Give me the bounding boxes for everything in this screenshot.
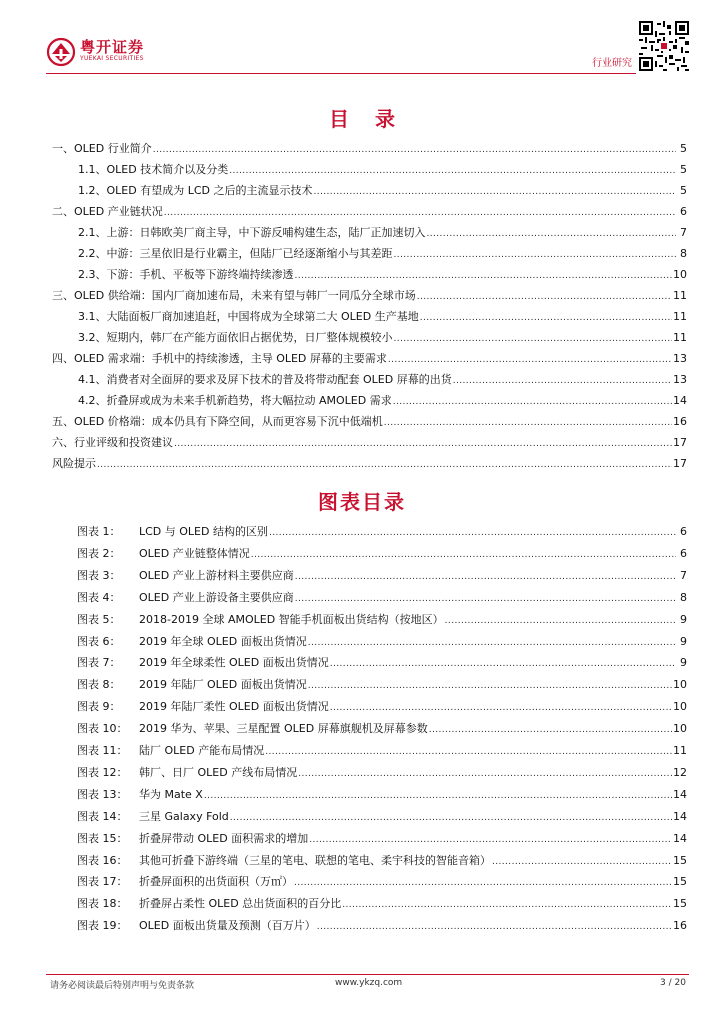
toc-entry-title: 4.2、折叠屏或成为未来手机新趋势，将大幅拉动 AMOLED 需求 bbox=[78, 394, 392, 407]
figure-entry[interactable] bbox=[77, 874, 687, 890]
figure-entry[interactable] bbox=[77, 721, 687, 737]
toc-entry-title: 三、OLED 供给端：国内厂商加速布局，未来有望与韩厂一同瓜分全球市场 bbox=[52, 289, 416, 302]
figure-label: 图表 8： bbox=[77, 678, 121, 692]
dot-leader bbox=[308, 634, 676, 651]
figure-caption: 折叠屏占柔性 OLED 总出货面积的百分比 bbox=[139, 897, 342, 911]
toc-entry-title: 2.1、上游：日韩欧美厂商主导，中下游反哺构建生态，陆厂正加速切入 bbox=[78, 226, 426, 239]
figure-caption: OLED 面板出货量及预测（百万片） bbox=[139, 919, 316, 933]
figure-caption: 2019 年全球 OLED 面板出货情况 bbox=[139, 634, 307, 648]
dot-leader bbox=[417, 288, 672, 305]
figure-page: 15 bbox=[673, 897, 687, 911]
figure-page: 14 bbox=[673, 831, 687, 845]
figure-label: 图表 6： bbox=[77, 634, 121, 648]
figure-entry[interactable] bbox=[77, 831, 687, 847]
figure-entry[interactable] bbox=[77, 918, 687, 934]
figure-page: 8 bbox=[680, 590, 687, 604]
figure-page: 15 bbox=[673, 853, 687, 867]
figure-caption: 华为 Mate X bbox=[139, 787, 203, 801]
dot-leader bbox=[298, 765, 672, 782]
figure-label: 图表 5： bbox=[77, 612, 121, 626]
toc-entry-title: 1.1、OLED 技术简介以及分类 bbox=[78, 163, 229, 176]
figure-caption: LCD 与 OLED 结构的区别 bbox=[139, 525, 268, 538]
dot-leader bbox=[204, 787, 672, 804]
toc-entry[interactable] bbox=[52, 456, 687, 472]
toc-entry-page: 16 bbox=[673, 415, 687, 428]
figure-entry[interactable] bbox=[77, 634, 687, 650]
toc-entry-title: 2.2、中游：三星依旧是行业霸主，但陆厂已经逐渐缩小与其差距 bbox=[78, 247, 393, 260]
figure-page: 9 bbox=[680, 656, 687, 670]
toc-entry[interactable] bbox=[78, 162, 687, 178]
toc-entry[interactable] bbox=[78, 246, 687, 262]
figure-page: 14 bbox=[673, 809, 687, 823]
figure-entry[interactable] bbox=[77, 677, 687, 693]
figure-caption: 折叠屏带动 OLED 面积需求的增加 bbox=[139, 831, 309, 845]
toc-entry-title: 2.3、下游：手机、平板等下游终端持续渗透 bbox=[78, 268, 294, 281]
toc-entry[interactable] bbox=[52, 288, 687, 304]
toc-entry-title: 3.2、短期内，韩厂在产能方面依旧占据优势，日厂整体规模较小 bbox=[78, 331, 393, 344]
figure-label: 图表 13： bbox=[77, 787, 128, 801]
figure-label: 图表 1： bbox=[77, 525, 121, 538]
figure-label: 图表 9： bbox=[77, 700, 121, 714]
dot-leader bbox=[453, 372, 672, 389]
figure-caption: 2019 年陆厂 OLED 面板出货情况 bbox=[139, 678, 307, 692]
dot-leader bbox=[153, 141, 676, 158]
figure-label: 图表 3： bbox=[77, 568, 121, 582]
dot-leader bbox=[174, 435, 672, 452]
page-header bbox=[0, 0, 724, 80]
toc-entry-page: 6 bbox=[680, 205, 687, 218]
dot-leader bbox=[309, 831, 672, 848]
dot-leader bbox=[294, 874, 672, 891]
toc-entry-page: 8 bbox=[680, 247, 687, 260]
toc-entry[interactable] bbox=[78, 267, 687, 283]
qr-code-icon bbox=[639, 21, 689, 71]
figure-entry[interactable] bbox=[77, 546, 687, 562]
toc-entry[interactable] bbox=[52, 204, 687, 220]
footer-disclaimer[interactable]: 请务必阅读最后特别声明与免责条款 bbox=[50, 981, 195, 991]
toc-entry-title: 4.1、消费者对全面屏的要求及屏下技术的普及将带动配套 OLED 屏幕的出货 bbox=[78, 373, 452, 386]
dot-leader bbox=[317, 918, 672, 935]
dot-leader bbox=[97, 456, 672, 473]
figure-page: 10 bbox=[673, 678, 687, 692]
figure-page: 10 bbox=[673, 722, 687, 736]
dot-leader bbox=[229, 162, 676, 179]
toc-entry-title: 风险提示 bbox=[52, 457, 96, 470]
figure-label: 图表 14： bbox=[77, 809, 128, 823]
toc-entry[interactable] bbox=[78, 372, 687, 388]
dot-leader bbox=[295, 590, 676, 607]
figure-label: 图表 16： bbox=[77, 853, 128, 867]
figure-label: 图表 7： bbox=[77, 656, 121, 670]
brand-name-en: YUEKAI SECURITIES bbox=[80, 55, 144, 62]
figure-label: 图表 12： bbox=[77, 765, 128, 779]
toc-entry-page: 11 bbox=[673, 310, 687, 323]
dot-leader bbox=[308, 677, 672, 694]
figure-label: 图表 15： bbox=[77, 831, 128, 845]
figure-entry[interactable] bbox=[77, 809, 687, 825]
figure-caption: 2019 年陆厂柔性 OLED 面板出货情况 bbox=[139, 700, 329, 714]
section-tag: 行业研究 bbox=[592, 58, 632, 69]
toc-entry-page: 11 bbox=[673, 331, 687, 344]
toc-entry[interactable] bbox=[52, 351, 687, 367]
figure-entry[interactable] bbox=[77, 743, 687, 759]
figure-page: 9 bbox=[680, 612, 687, 626]
toc-entry-page: 5 bbox=[680, 142, 687, 155]
dot-leader bbox=[394, 246, 677, 263]
toc-entry[interactable] bbox=[78, 183, 687, 199]
figure-caption: OLED 产业上游设备主要供应商 bbox=[139, 590, 294, 604]
dot-leader bbox=[330, 699, 672, 716]
toc-entry[interactable] bbox=[78, 225, 687, 241]
figure-caption: 韩厂、日厂 OLED 产线布局情况 bbox=[139, 765, 298, 779]
figure-label: 图表 10： bbox=[77, 722, 128, 736]
figure-label: 图表 2： bbox=[77, 546, 121, 560]
toc-entry-page: 10 bbox=[673, 268, 687, 281]
toc-entry-title: 3.1、大陆面板厂商加速追赶，中国将成为全球第二大 OLED 生产基地 bbox=[78, 310, 419, 323]
dot-leader bbox=[393, 393, 672, 410]
figure-page: 15 bbox=[673, 875, 687, 889]
dot-leader bbox=[492, 853, 672, 870]
toc-entry-page: 17 bbox=[673, 457, 687, 470]
toc-entry[interactable] bbox=[52, 435, 687, 451]
toc-entry[interactable] bbox=[52, 141, 687, 157]
toc-entry-page: 13 bbox=[673, 352, 687, 365]
dot-leader bbox=[388, 351, 672, 368]
figure-entry[interactable] bbox=[77, 787, 687, 803]
toc-entry-title: 一、OLED 行业简介 bbox=[52, 142, 152, 155]
dot-leader bbox=[330, 655, 676, 672]
toc-title: 目录 bbox=[329, 107, 421, 131]
figure-caption: 陆厂 OLED 产能布局情况 bbox=[139, 744, 265, 757]
toc-entry[interactable] bbox=[78, 309, 687, 325]
toc-entry-page: 5 bbox=[680, 163, 687, 176]
dot-leader bbox=[427, 225, 677, 242]
page-number: 3 / 20 bbox=[660, 978, 686, 988]
toc-entry[interactable] bbox=[52, 414, 687, 430]
figure-entry[interactable] bbox=[77, 765, 687, 781]
toc-entry-title: 五、OLED 价格端：成本仍具有下降空间，从而更容易下沉中低端机 bbox=[52, 415, 383, 428]
figure-entry[interactable] bbox=[77, 699, 687, 715]
figure-page: 7 bbox=[680, 568, 687, 582]
figures-title: 图表目录 bbox=[318, 490, 406, 514]
figure-entry[interactable] bbox=[77, 590, 687, 606]
footer-website[interactable]: www.ykzq.com bbox=[335, 978, 403, 988]
figure-caption: 其他可折叠下游终端（三星的笔电、联想的笔电、柔宇科技的智能音箱） bbox=[139, 853, 491, 867]
toc-entry[interactable] bbox=[78, 393, 687, 409]
toc-entry[interactable] bbox=[78, 330, 687, 346]
figure-entry[interactable] bbox=[77, 568, 687, 584]
figure-label: 图表 19： bbox=[77, 919, 128, 933]
figure-caption: 折叠屏面积的出货面积（万㎡） bbox=[139, 875, 293, 889]
figure-entry[interactable] bbox=[77, 853, 687, 869]
toc-entry-page: 14 bbox=[673, 394, 687, 407]
figure-page: 10 bbox=[673, 700, 687, 714]
dot-leader bbox=[429, 721, 672, 738]
figure-caption: OLED 产业上游材料主要供应商 bbox=[139, 568, 294, 582]
toc-entry-page: 11 bbox=[673, 289, 687, 302]
figure-entry[interactable] bbox=[77, 524, 687, 540]
figure-page: 6 bbox=[680, 546, 687, 560]
dot-leader bbox=[295, 267, 673, 284]
figure-label: 图表 11： bbox=[77, 744, 128, 757]
dot-leader bbox=[394, 330, 673, 347]
figure-caption: 2019 华为、苹果、三星配置 OLED 屏幕旗舰机及屏幕参数 bbox=[139, 722, 428, 736]
figure-caption: 2019 年全球柔性 OLED 面板出货情况 bbox=[139, 656, 329, 670]
toc-entry-title: 六、行业评级和投资建议 bbox=[52, 436, 173, 449]
figure-entry[interactable] bbox=[77, 896, 687, 912]
figure-page: 14 bbox=[673, 787, 687, 801]
figure-caption: 三星 Galaxy Fold bbox=[139, 809, 229, 823]
toc-entry-page: 13 bbox=[673, 373, 687, 386]
figure-page: 9 bbox=[680, 634, 687, 648]
figure-entry[interactable] bbox=[77, 655, 687, 671]
toc-entry-title: 四、OLED 需求端：手机中的持续渗透，主导 OLED 屏幕的主要需求 bbox=[52, 352, 387, 365]
dot-leader bbox=[265, 743, 672, 760]
dot-leader bbox=[445, 612, 676, 629]
footer-divider bbox=[46, 974, 689, 975]
dot-leader bbox=[295, 568, 676, 585]
figure-caption: OLED 产业链整体情况 bbox=[139, 546, 250, 560]
toc-entry-title: 1.2、OLED 有望成为 LCD 之后的主流显示技术 bbox=[78, 184, 313, 197]
dot-leader bbox=[420, 309, 672, 326]
dot-leader bbox=[269, 524, 676, 541]
toc-entry-page: 7 bbox=[680, 226, 687, 239]
figure-page: 11 bbox=[673, 744, 687, 757]
toc-entry-page: 5 bbox=[680, 184, 687, 197]
brand-name-cn: 粤开证券 bbox=[80, 38, 145, 56]
figure-label: 图表 17： bbox=[77, 875, 128, 889]
figure-caption: 2018-2019 全球 AMOLED 智能手机面板出货结构（按地区） bbox=[139, 612, 444, 626]
dot-leader bbox=[164, 204, 676, 221]
yuekai-logo-icon bbox=[46, 37, 76, 67]
header-divider bbox=[46, 73, 636, 74]
figure-page: 16 bbox=[673, 919, 687, 933]
figure-page: 6 bbox=[680, 525, 687, 538]
dot-leader bbox=[313, 183, 676, 200]
dot-leader bbox=[342, 896, 672, 913]
dot-leader bbox=[251, 546, 676, 563]
figure-label: 图表 18： bbox=[77, 897, 128, 911]
dot-leader bbox=[230, 809, 672, 826]
figure-entry[interactable] bbox=[77, 612, 687, 628]
dot-leader bbox=[384, 414, 672, 431]
toc-entry-title: 二、OLED 产业链状况 bbox=[52, 205, 163, 218]
figure-label: 图表 4： bbox=[77, 590, 121, 604]
toc-entry-page: 17 bbox=[673, 436, 687, 449]
figure-page: 12 bbox=[673, 765, 687, 779]
